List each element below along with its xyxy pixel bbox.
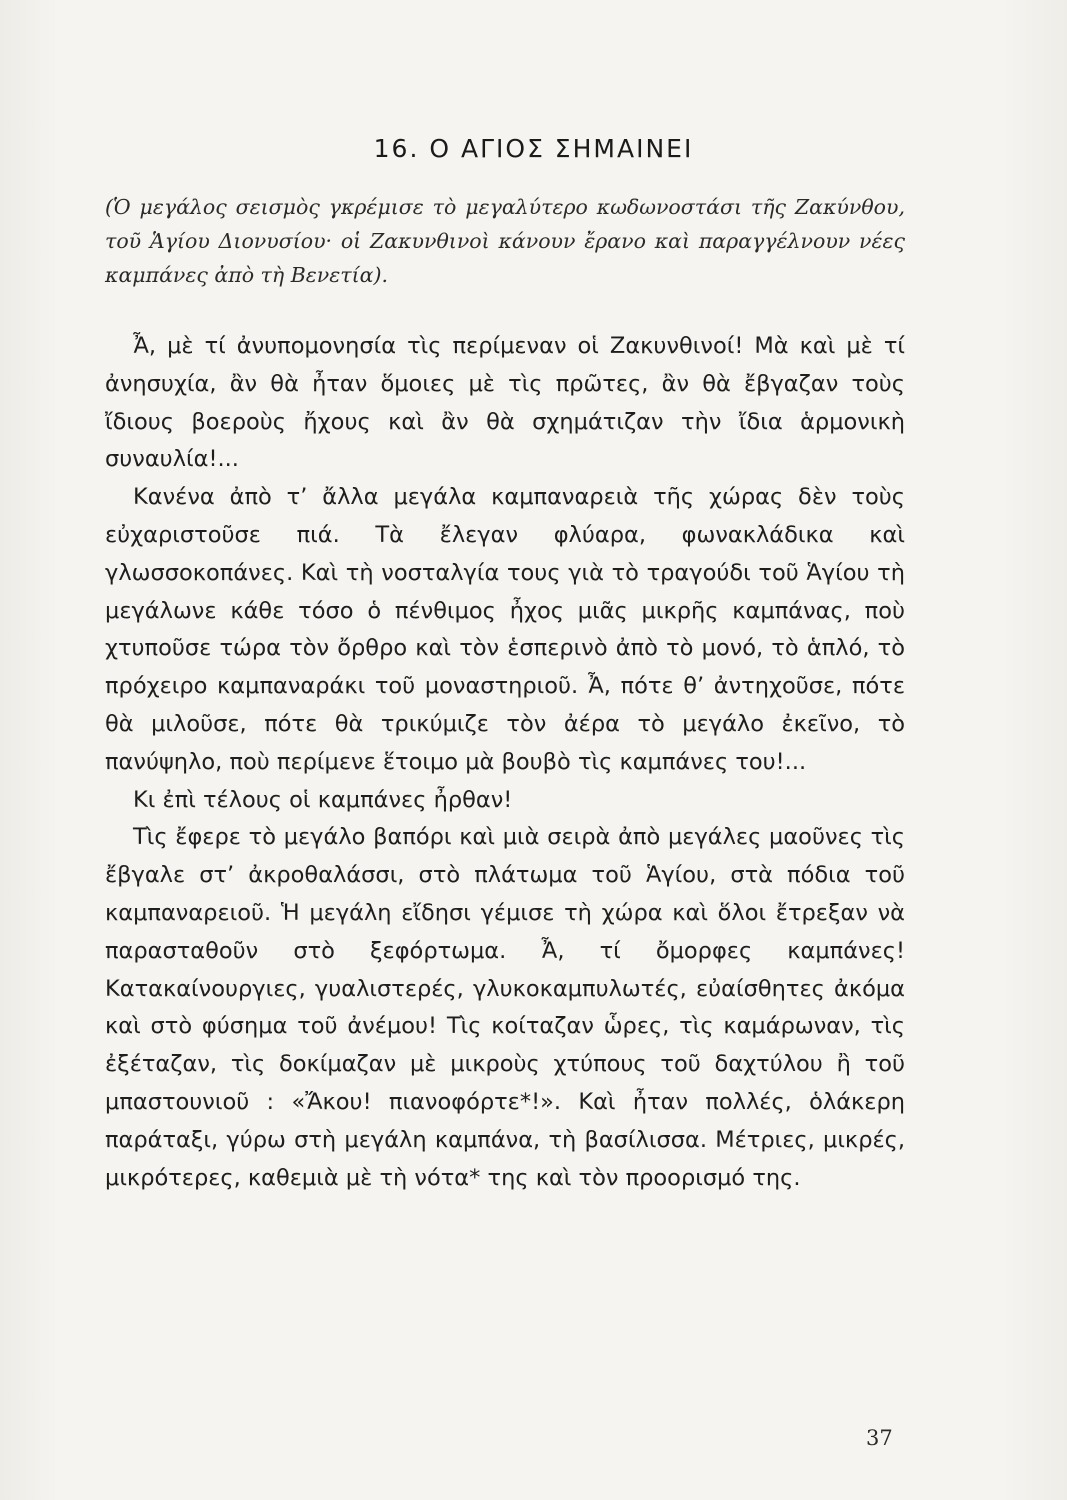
page-number: 37: [866, 1426, 893, 1450]
paragraph: Ἆ, μὲ τί ἀνυπομονησία τὶς περίμεναν οἱ Ζακυνθινοί! Μὰ καὶ μὲ τί ἀνησυχία, ἂν θὰ ἦταν ὅμοιες μὲ τὶς πρῶτες, ἂν θὰ ἔβγαζαν τοὺς ἴδιους βοεροὺς ἤχους καὶ ἂν θὰ σχημάτιζαν τὴν ἴδια ἁρμονικὴ συναυλία!...: [105, 333, 905, 473]
paragraph: Κι ἐπὶ τέλους οἱ καμπάνες ἦρθαν!: [133, 786, 513, 813]
chapter-body: [105, 328, 905, 1197]
chapter-title: 16. Ο ΑΓΙΟΣ ΣΗΜΑΙΝΕΙ: [373, 134, 694, 163]
paragraph: Τὶς ἔφερε τὸ μεγάλο βαπόρι καὶ μιὰ σειρὰ ἀπὸ μεγάλες μαοῦνες τὶς ἔβγαλε στ’ ἀκροθαλάσσι, στὸ πλάτωμα τοῦ Ἁγίου, στὰ πόδια τοῦ καμπαναρειοῦ. Ἡ μεγάλη εἴδησι γέμισε τὴ χώρα καὶ ὅλοι ἔτρεξαν νὰ παρασταθοῦν στὸ ξεφόρτωμα. Ἆ, τί ὄμορφες καμπάνες! Κατακαίνουργιες, γυαλιστερές, γλυκοκαμπυλωτές, εὐαίσθητες ἀκόμα καὶ στὸ φύσημα τοῦ ἀνέμου! Τὶς κοίταζαν ὧρες, τὶς καμάρωναν, τὶς ἐξέταζαν, τὶς δοκίμαζαν μὲ μικροὺς χτύπους τοῦ δαχτύλου ἢ τοῦ μπαστουνιοῦ : «Ἄκου! πιανοφόρτε*!». Καὶ ἦταν πολλές, ὁλάκερη παράταξι, γύρω στὴ μεγάλη καμπάνα, τὴ βασίλισσα. Μέτριες, μικρές, μικρότερες, καθεμιὰ μὲ τὴ νότα* της καὶ τὸν προορισμό της.: [105, 824, 905, 1191]
chapter-intro: (Ὁ μεγάλος σεισμὸς γκρέμισε τὸ μεγαλύτερο κωδωνοστάσι τῆς Ζακύνθου, τοῦ Ἁγίου Διονυσίου· οἱ Ζακυνθινοὶ κάνουν ἔρανο καὶ παραγγέλνουν νέες καμπάνες ἀπὸ τὴ Βενετία).: [105, 195, 905, 287]
paragraph: Κανένα ἀπὸ τ’ ἄλλα μεγάλα καμπαναρειὰ τῆς χώρας δὲν τοὺς εὐχαριστοῦσε πιά. Τὰ ἔλεγαν φλύαρα, φωνακλάδικα καὶ γλωσσοκοπάνες. Καὶ τὴ νοσταλγία τους γιὰ τὸ τραγούδι τοῦ Ἁγίου τὴ μεγάλωνε κάθε τόσο ὁ πένθιμος ἦχος μιᾶς μικρῆς καμπάνας, ποὺ χτυποῦσε τώρα τὸν ὄρθρο καὶ τὸν ἑσπερινὸ ἀπὸ τὸ μονό, τὸ ἁπλό, τὸ πρόχειρο καμπαναράκι τοῦ μοναστηριοῦ. Ἆ, πότε θ’ ἀντηχοῦσε, πότε θὰ μιλοῦσε, πότε θὰ τρικύμιζε τὸν ἀέρα τὸ μεγάλο ἐκεῖνο, τὸ πανύψηλο, ποὺ περίμενε ἕτοιμο μὰ βουβὸ τὶς καμπάνες του!...: [105, 484, 905, 775]
